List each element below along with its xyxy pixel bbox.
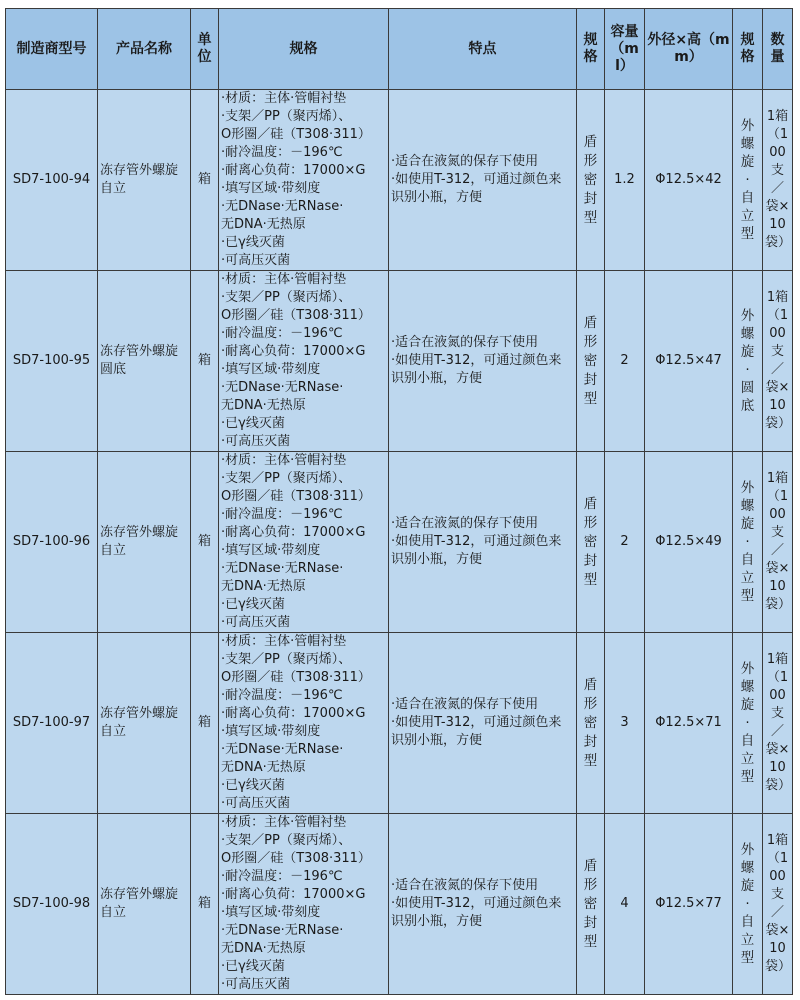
spec_lines-line: ·耐冷温度：－196℃ <box>221 145 343 160</box>
header-model: 制造商型号 <box>6 9 98 90</box>
spec_lines-line: ·支架／PP（聚丙烯）、 <box>221 833 352 848</box>
capacity-cell: 2 <box>605 271 645 452</box>
type-cell <box>733 452 763 633</box>
spec_lines-line: O形圈／硅（T308·311） <box>221 127 371 142</box>
table-row <box>6 814 793 995</box>
spec_lines-line: ·填写区域·带刻度 <box>221 181 321 196</box>
feature_lines-line: ·如使用T-312，可通过颜色来识别小瓶，方便 <box>391 353 562 386</box>
spec_lines-line: ·材质：主体·管帽衬垫 <box>221 453 347 468</box>
header-type: 规格 <box>733 9 763 90</box>
unit-cell: 箱 <box>191 452 219 633</box>
spec_lines-line: ·已γ线灭菌 <box>221 778 285 793</box>
table-row <box>6 90 793 271</box>
quantity-cell: 1箱（100支／袋×10袋） <box>763 271 793 452</box>
type-cell <box>733 633 763 814</box>
quantity-cell: 1箱（100支／袋×10袋） <box>763 814 793 995</box>
spec_lines-line: ·支架／PP（聚丙烯）、 <box>221 652 352 667</box>
model-cell: SD7-100-98 <box>6 814 98 995</box>
spec-cell <box>219 633 389 814</box>
spec_lines-line: ·无DNase·无RNase· <box>221 742 344 757</box>
vertical-text: 外螺旋·自立型 <box>740 842 755 966</box>
header-unit: 单位 <box>191 9 219 90</box>
features-cell <box>389 814 577 995</box>
dimensions-cell: Φ12.5×47 <box>645 271 733 452</box>
quantity-cell: 1箱（100支／袋×10袋） <box>763 633 793 814</box>
features-cell <box>389 633 577 814</box>
type-cell <box>733 814 763 995</box>
unit-cell: 箱 <box>191 90 219 271</box>
seal-cell <box>577 90 605 271</box>
spec_lines-line: ·耐冷温度：－196℃ <box>221 688 343 703</box>
spec_lines-line: ·耐冷温度：－196℃ <box>221 326 343 341</box>
header-capacity: 容量（ml） <box>605 9 645 90</box>
table-body <box>6 90 793 995</box>
type-cell <box>733 271 763 452</box>
spec_lines-line: ·耐离心负荷：17000×G <box>221 344 366 359</box>
seal-cell <box>577 271 605 452</box>
seal-cell <box>577 452 605 633</box>
vertical-text: 盾形密封型 <box>583 495 598 588</box>
spec_lines-line: ·无DNase·无RNase· <box>221 380 344 395</box>
spec-cell <box>219 90 389 271</box>
spec_lines-line: ·耐离心负荷：17000×G <box>221 525 366 540</box>
type-cell <box>733 90 763 271</box>
feature_lines-line: ·适合在液氮的保存下使用 <box>391 154 539 169</box>
spec_lines-line: ·已γ线灭菌 <box>221 597 285 612</box>
product-name-cell: 冻存管外螺旋自立 <box>98 814 191 995</box>
model-cell: SD7-100-95 <box>6 271 98 452</box>
feature_lines-line: ·如使用T-312，可通过颜色来识别小瓶，方便 <box>391 172 562 205</box>
capacity-cell: 2 <box>605 452 645 633</box>
product-spec-table <box>5 8 793 995</box>
vertical-text: 外螺旋·自立型 <box>740 118 755 242</box>
vertical-text: 外螺旋·圆底 <box>740 308 755 414</box>
spec_lines-line: ·材质：主体·管帽衬垫 <box>221 815 347 830</box>
spec_lines-line: ·无DNase·无RNase· <box>221 923 344 938</box>
spec_lines-line: ·支架／PP（聚丙烯）、 <box>221 471 352 486</box>
spec_lines-line: ·可高压灭菌 <box>221 796 291 811</box>
product-name-cell: 冻存管外螺旋自立 <box>98 633 191 814</box>
product-name-cell: 冻存管外螺旋圆底 <box>98 271 191 452</box>
header-spec: 规格 <box>219 9 389 90</box>
header-dimensions: 外径×高（mm） <box>645 9 733 90</box>
spec_lines-line: O形圈／硅（T308·311） <box>221 670 371 685</box>
unit-cell: 箱 <box>191 633 219 814</box>
feature_lines-line: ·如使用T-312，可通过颜色来识别小瓶，方便 <box>391 896 562 929</box>
model-cell: SD7-100-97 <box>6 633 98 814</box>
spec_lines-line: ·耐离心负荷：17000×G <box>221 706 366 721</box>
vertical-text: 盾形密封型 <box>583 676 598 769</box>
feature_lines-line: ·适合在液氮的保存下使用 <box>391 516 539 531</box>
spec_lines-line: ·耐离心负荷：17000×G <box>221 887 366 902</box>
spec_lines-line: ·无DNase·无RNase· <box>221 561 344 576</box>
header-name: 产品名称 <box>98 9 191 90</box>
spec_lines-line: 无DNA·无热原 <box>221 941 306 956</box>
spec-cell <box>219 452 389 633</box>
features-cell <box>389 271 577 452</box>
feature_lines-line: ·适合在液氮的保存下使用 <box>391 335 539 350</box>
spec_lines-line: ·支架／PP（聚丙烯）、 <box>221 109 352 124</box>
spec_lines-line: ·已γ线灭菌 <box>221 959 285 974</box>
header-quantity: 数量 <box>763 9 793 90</box>
feature_lines-line: ·适合在液氮的保存下使用 <box>391 697 539 712</box>
capacity-cell: 4 <box>605 814 645 995</box>
header-row <box>6 9 793 90</box>
spec_lines-line: ·可高压灭菌 <box>221 615 291 630</box>
spec-cell <box>219 814 389 995</box>
dimensions-cell: Φ12.5×77 <box>645 814 733 995</box>
header-seal: 规格 <box>577 9 605 90</box>
model-cell: SD7-100-94 <box>6 90 98 271</box>
vertical-text: 盾形密封型 <box>583 314 598 407</box>
unit-cell: 箱 <box>191 271 219 452</box>
table-row <box>6 633 793 814</box>
vertical-text: 外螺旋·自立型 <box>740 661 755 785</box>
features-cell <box>389 90 577 271</box>
feature_lines-line: ·如使用T-312，可通过颜色来识别小瓶，方便 <box>391 534 562 567</box>
spec_lines-line: ·可高压灭菌 <box>221 434 291 449</box>
table-row <box>6 452 793 633</box>
spec_lines-line: 无DNA·无热原 <box>221 579 306 594</box>
spec_lines-line: ·填写区域·带刻度 <box>221 362 321 377</box>
spec_lines-line: ·耐冷温度：－196℃ <box>221 507 343 522</box>
spec_lines-line: ·可高压灭菌 <box>221 977 291 992</box>
dimensions-cell: Φ12.5×71 <box>645 633 733 814</box>
capacity-cell: 3 <box>605 633 645 814</box>
spec_lines-line: 无DNA·无热原 <box>221 398 306 413</box>
spec_lines-line: ·填写区域·带刻度 <box>221 543 321 558</box>
dimensions-cell: Φ12.5×42 <box>645 90 733 271</box>
spec_lines-line: ·无DNase·无RNase· <box>221 199 344 214</box>
seal-cell <box>577 633 605 814</box>
spec_lines-line: ·填写区域·带刻度 <box>221 905 321 920</box>
spec_lines-line: O形圈／硅（T308·311） <box>221 308 371 323</box>
spec_lines-line: ·支架／PP（聚丙烯）、 <box>221 290 352 305</box>
capacity-cell: 1.2 <box>605 90 645 271</box>
feature_lines-line: ·适合在液氮的保存下使用 <box>391 878 539 893</box>
vertical-text: 盾形密封型 <box>583 857 598 950</box>
model-cell: SD7-100-96 <box>6 452 98 633</box>
spec_lines-line: ·材质：主体·管帽衬垫 <box>221 634 347 649</box>
spec_lines-line: ·材质：主体·管帽衬垫 <box>221 91 347 106</box>
spec_lines-line: O形圈／硅（T308·311） <box>221 851 371 866</box>
spec_lines-line: 无DNA·无热原 <box>221 760 306 775</box>
table-row <box>6 271 793 452</box>
feature_lines-line: ·如使用T-312，可通过颜色来识别小瓶，方便 <box>391 715 562 748</box>
spec_lines-line: 无DNA·无热原 <box>221 217 306 232</box>
spec_lines-line: ·材质：主体·管帽衬垫 <box>221 272 347 287</box>
product-name-cell: 冻存管外螺旋自立 <box>98 90 191 271</box>
spec_lines-line: ·已γ线灭菌 <box>221 416 285 431</box>
spec_lines-line: ·可高压灭菌 <box>221 253 291 268</box>
spec_lines-line: ·填写区域·带刻度 <box>221 724 321 739</box>
spec_lines-line: O形圈／硅（T308·311） <box>221 489 371 504</box>
spec_lines-line: ·已γ线灭菌 <box>221 235 285 250</box>
features-cell <box>389 452 577 633</box>
quantity-cell: 1箱（100支／袋×10袋） <box>763 452 793 633</box>
spec_lines-line: ·耐冷温度：－196℃ <box>221 869 343 884</box>
quantity-cell: 1箱（100支／袋×10袋） <box>763 90 793 271</box>
unit-cell: 箱 <box>191 814 219 995</box>
product-name-cell: 冻存管外螺旋自立 <box>98 452 191 633</box>
vertical-text: 外螺旋·自立型 <box>740 480 755 604</box>
vertical-text: 盾形密封型 <box>583 133 598 226</box>
spec-cell <box>219 271 389 452</box>
header-features: 特点 <box>389 9 577 90</box>
spec_lines-line: ·耐离心负荷：17000×G <box>221 163 366 178</box>
seal-cell <box>577 814 605 995</box>
dimensions-cell: Φ12.5×49 <box>645 452 733 633</box>
